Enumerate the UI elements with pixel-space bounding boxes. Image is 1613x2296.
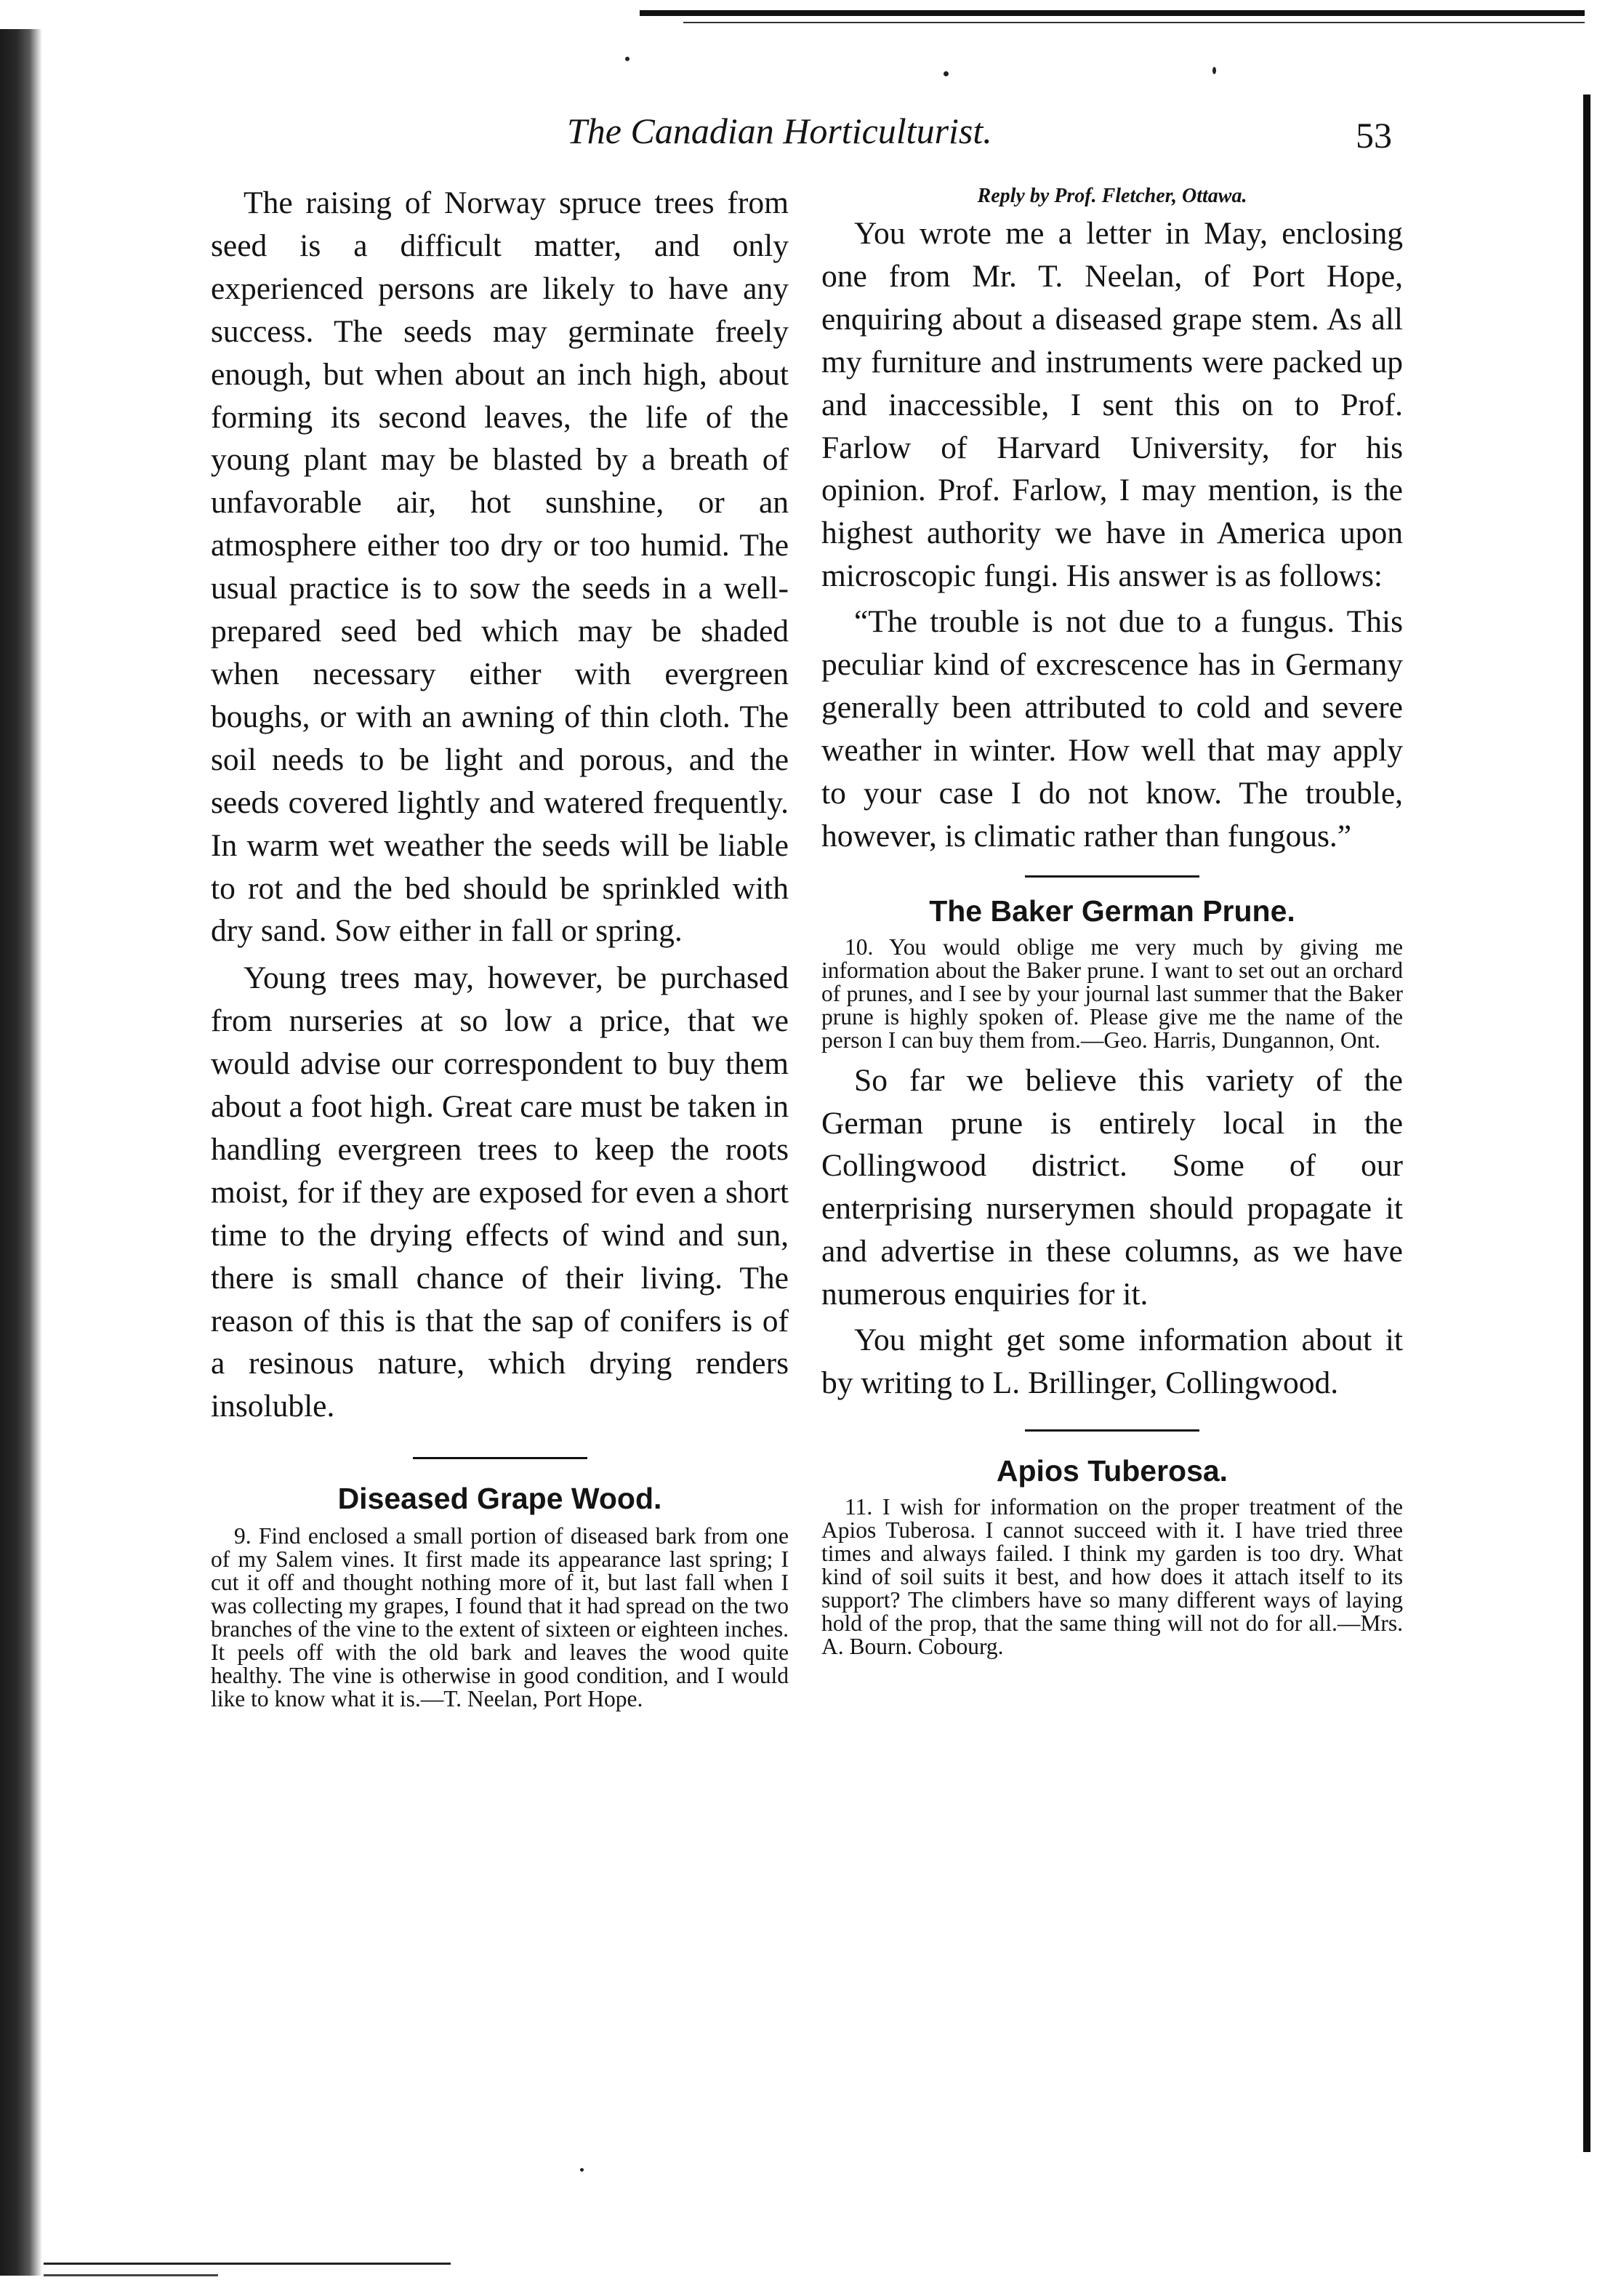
reply-quote: “The trouble is not due to a fungus. This peculiar kind of excrescence has in Germany generally been attributed to cold and severe weather in winter. How well that may apply to your case I do not know. The trouble, however, is climatic rather than fungous.” xyxy=(821,604,1403,854)
reply-paragraph: You wrote me a letter in May, enclosing one from Mr. T. Neelan, of Port Hope, enquiring about a diseased grape stem. As all my furniture and instruments were packed up and inaccessible, I sent this on to Prof. Farlow of Harvard University, for his opinion. Prof. Farlow, I may mention, is the highest authority we have in America upon microscopic fungi. His answer is as follows: xyxy=(821,216,1403,594)
reader-query: 9. Find enclosed a small portion of diseased bark from one of my Salem vines. It first made its appearance last spring; I cut it off and thought nothing more of it, but last fall when I was collecting my grapes, I found that it had spread on the two branches of the vine to the extent of sixteen or eighteen inches. It peels off with the old bark and leaves the wood quite healthy. The vine is otherwise in good condition, and I would like to know what it is.—T. Neelan, Port Hope. xyxy=(211,1523,789,1712)
spruce-paragraph: Young trees may, however, be purchased from nurseries at so low a price, that we would advise our correspondent to buy them about a foot high. Great care must be taken in handling evergreen trees to keep the roots moist, for if they are exposed for even a short time to the drying effects of wind and sun, there is small chance of their living. The reason of this is that the sap of conifers is of a resinous nature, which drying renders insoluble. xyxy=(211,960,789,1424)
ink-speck xyxy=(580,2168,584,2172)
spruce-paragraph: The raising of Norway spruce trees from seed is a difficult matter, and only experienced persons are likely to have any success. The seeds may germinate freely enough, but when about an inch high, about forming its second leaves, the life of the young plant may be blasted by a breath of unfavorable air, hot sunshine, or an atmosphere either too dry or too humid. The usual practice is to sow the seeds in a well-prepared seed bed which may be shaded when necessary either with evergreen boughs, or with an awning of thin cloth. The soil needs to be light and porous, and the seeds covered lightly and watered frequently. In warm wet weather the seeds will be liable to rot and the bed should be sprinkled with dry sand. Sow either in fall or spring. xyxy=(211,185,789,949)
page-binding-edge xyxy=(0,29,42,2276)
section-heading: The Baker German Prune. xyxy=(929,894,1295,928)
section-divider xyxy=(413,1457,587,1459)
page-number: 53 xyxy=(1356,115,1392,156)
left-column xyxy=(211,182,789,1711)
editor-answer: You might get some information about it by writing to L. Brillinger, Collingwood. xyxy=(821,1322,1403,1400)
section-heading: Apios Tuberosa. xyxy=(996,1453,1228,1488)
editor-answer: So far we believe this variety of the German prune is entirely local in the Collingwood district. Some of our enterprising nurserymen should propagate it and advertise in these columns, as we have numerous enquiries for it. xyxy=(821,1062,1403,1312)
section-heading: Diseased Grape Wood. xyxy=(337,1482,662,1516)
reader-query: 10. You would oblige me very much by giving me information about the Baker prune. I want to set out an orchard of prunes, and I see by your journal last summer that the Baker prune is highly spoken of. Please give me the name of the person I can buy them from.—Geo. Harris, Dungannon, Ont. xyxy=(821,934,1403,1053)
reply-byline: Reply by Prof. Fletcher, Ottawa. xyxy=(977,185,1247,207)
bottom-border-short-rule xyxy=(44,2274,218,2276)
section-divider xyxy=(1025,1429,1199,1432)
right-column xyxy=(821,182,1403,1658)
ink-speck xyxy=(625,57,629,61)
ink-speck xyxy=(944,71,949,76)
running-title: The Canadian Horticulturist. xyxy=(567,111,992,151)
reader-query: 11. I wish for information on the proper treatment of the Apios Tuberosa. I cannot succeed with it. I have tried three times and always failed. I think my garden is too dry. What kind of soil suits it best, and how does it attach itself to its support? The climbers have so many different ways of laying hold of the prop, that the same thing will not do for all.—Mrs. A. Bourn. Cobourg. xyxy=(821,1493,1403,1659)
top-border-rule xyxy=(640,10,1585,16)
ink-speck xyxy=(1212,67,1216,74)
bottom-border-rule xyxy=(44,2263,451,2265)
right-border-rule xyxy=(1583,95,1590,2152)
top-border-thin-rule xyxy=(683,22,1585,23)
section-divider xyxy=(1025,875,1199,878)
